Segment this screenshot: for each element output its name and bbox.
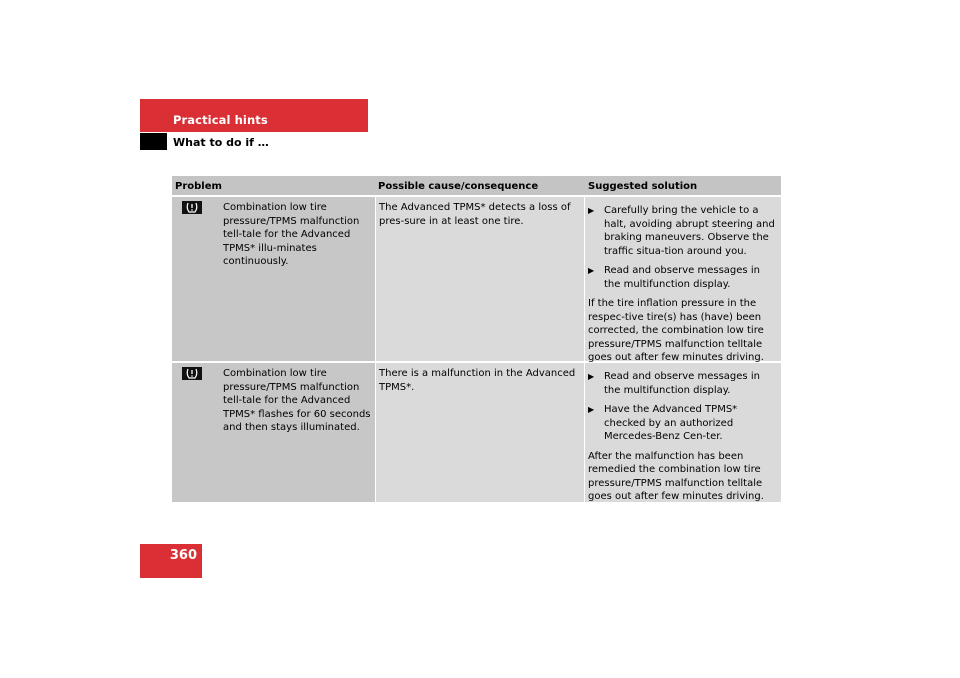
cause-cell: The Advanced TPMS* detects a loss of pres-sure in at least one tire. [376, 197, 584, 361]
subsection-title: What to do if … [173, 136, 269, 149]
page-number-box [140, 544, 202, 578]
bullet-arrow-icon: ▶ [588, 372, 595, 381]
problem-cell [172, 197, 375, 361]
table-row [172, 197, 781, 361]
page-number: 360 [169, 548, 197, 563]
solution-step: Read and observe messages in the multifunction display. [604, 371, 760, 396]
list-item [588, 370, 778, 397]
cause-cell: There is a malfunction in the Advanced TPMS*. [376, 363, 584, 502]
table-row [172, 363, 781, 502]
problem-cell [172, 363, 375, 502]
list-item [588, 403, 778, 444]
solution-cell [585, 197, 781, 361]
column-header-cause: Possible cause/consequence [378, 181, 539, 192]
solution-cell [585, 363, 781, 502]
list-item [588, 204, 778, 258]
problem-text: Combination low tire pressure/TPMS malfunction tell-tale for the Advanced TPMS* illu-minates continuously. [223, 202, 360, 267]
bullet-arrow-icon: ▶ [588, 266, 595, 275]
subsection-marker [140, 133, 167, 150]
bullet-arrow-icon: ▶ [588, 206, 595, 215]
section-title: Practical hints [173, 113, 268, 127]
solution-note: If the tire inflation pressure in the respec-tive tire(s) has (have) been corrected, the combination low tire pressure/TPMS malfunction telltale goes out after few minutes driving. [588, 298, 764, 363]
list-item [588, 264, 778, 291]
table-header-row [172, 176, 781, 195]
solution-step: Carefully bring the vehicle to a halt, avoiding abrupt steering and braking maneuvers. Observe the traffic situa-tion around you. [604, 205, 775, 257]
solution-note: After the malfunction has been remedied the combination low tire pressure/TPMS malfunction telltale goes out after few minutes driving. [588, 450, 764, 502]
problem-text: Combination low tire pressure/TPMS malfunction tell-tale for the Advanced TPMS* flashes for 60 seconds and then stays illuminated. [223, 368, 371, 433]
troubleshooting-table [172, 176, 781, 502]
column-header-problem: Problem [175, 181, 222, 192]
tpms-warning-icon [182, 201, 202, 214]
tpms-warning-icon [182, 367, 202, 380]
solution-step: Read and observe messages in the multifunction display. [604, 265, 760, 290]
bullet-arrow-icon: ▶ [588, 405, 595, 414]
solution-step: Have the Advanced TPMS* checked by an authorized Mercedes-Benz Cen-ter. [604, 404, 738, 442]
column-header-solution: Suggested solution [588, 181, 698, 192]
